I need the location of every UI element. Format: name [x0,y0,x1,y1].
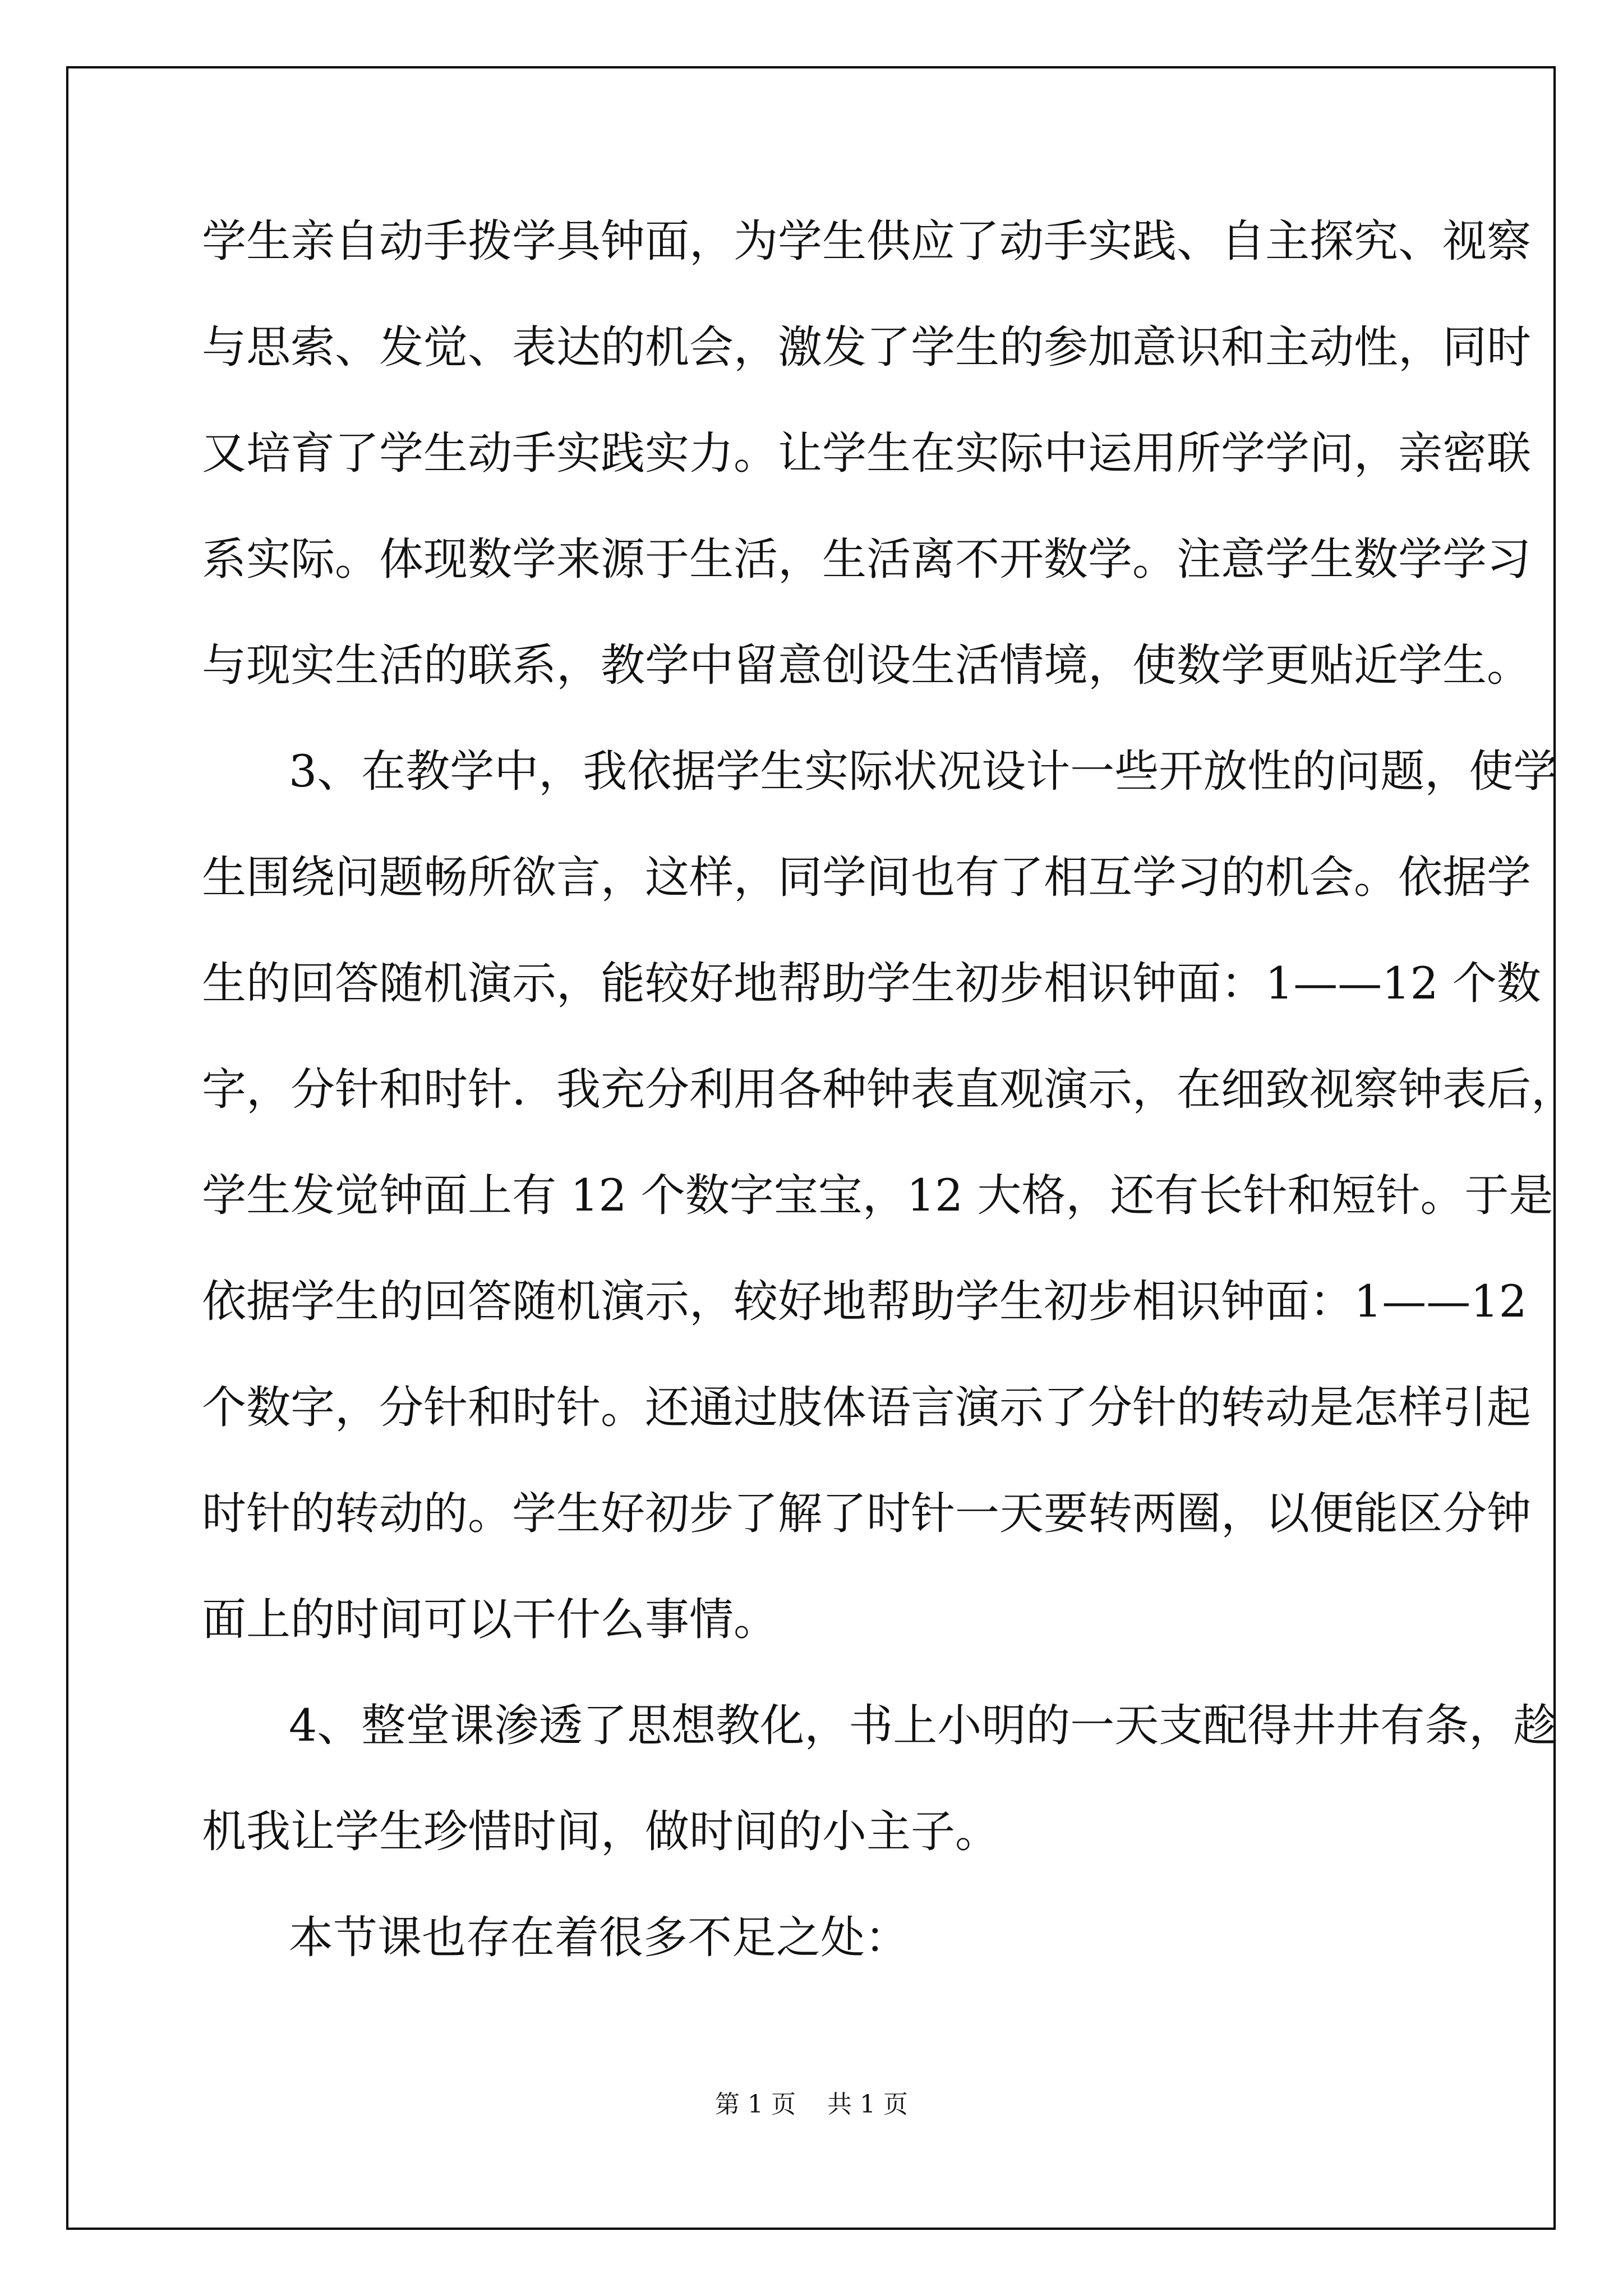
page-footer: 第 1 页 共 1 页 [715,2090,908,2119]
paragraph-start-line: 本节课也存在着很多不足之处： [289,1912,909,1963]
text-line: 学生发觉钟面上有 12 个数字宝宝，12 大格，还有长针和短针。于是 [202,1170,1553,1221]
text-line: 系实际。体现数学来源于生活，生活离不开数学。注意学生数学学习 [202,533,1531,585]
document-body [202,210,1575,2013]
text-line: 面上的时间可以干什么事情。 [202,1594,778,1645]
text-line: 生的回答随机演示，能较好地帮助学生初步相识钟面：1——12 个数 [202,958,1541,1009]
text-line: 学生亲自动手拨学具钟面，为学生供应了动手实践、自主探究、视察 [202,215,1531,267]
text-line: 机我让学生珍惜时间，做时间的小主子。 [202,1806,999,1857]
text-line: 又培育了学生动手实践实力。让学生在实际中运用所学学问，亲密联 [202,427,1531,479]
text-line: 与思索、发觉、表达的机会，激发了学生的参加意识和主动性，同时 [202,321,1531,373]
paragraph-start-line: 4、整堂课渗透了思想教化，书上小明的一天支配得井井有条，趁 [289,1700,1558,1751]
text-line: 字，分针和时针．我充分利用各种钟表直观演示，在细致视察钟表后， [202,1064,1575,1115]
paragraph-start-line: 3、在教学中，我依据学生实际状况设计一些开放性的问题，使学 [289,746,1558,797]
text-line: 依据学生的回答随机演示，较好地帮助学生初步相识钟面：1——12 [202,1276,1527,1327]
text-line: 生围绕问题畅所欲言，这样，同学间也有了相互学习的机会。依据学 [202,852,1531,903]
text-line: 时针的转动的。学生好初步了解了时针一天要转两圈，以便能区分钟 [202,1488,1531,1539]
text-line: 与现实生活的联系，教学中留意创设生活情境，使数学更贴近学生。 [202,639,1531,691]
text-line: 个数字，分针和时针。还通过肢体语言演示了分针的转动是怎样引起 [202,1382,1531,1433]
